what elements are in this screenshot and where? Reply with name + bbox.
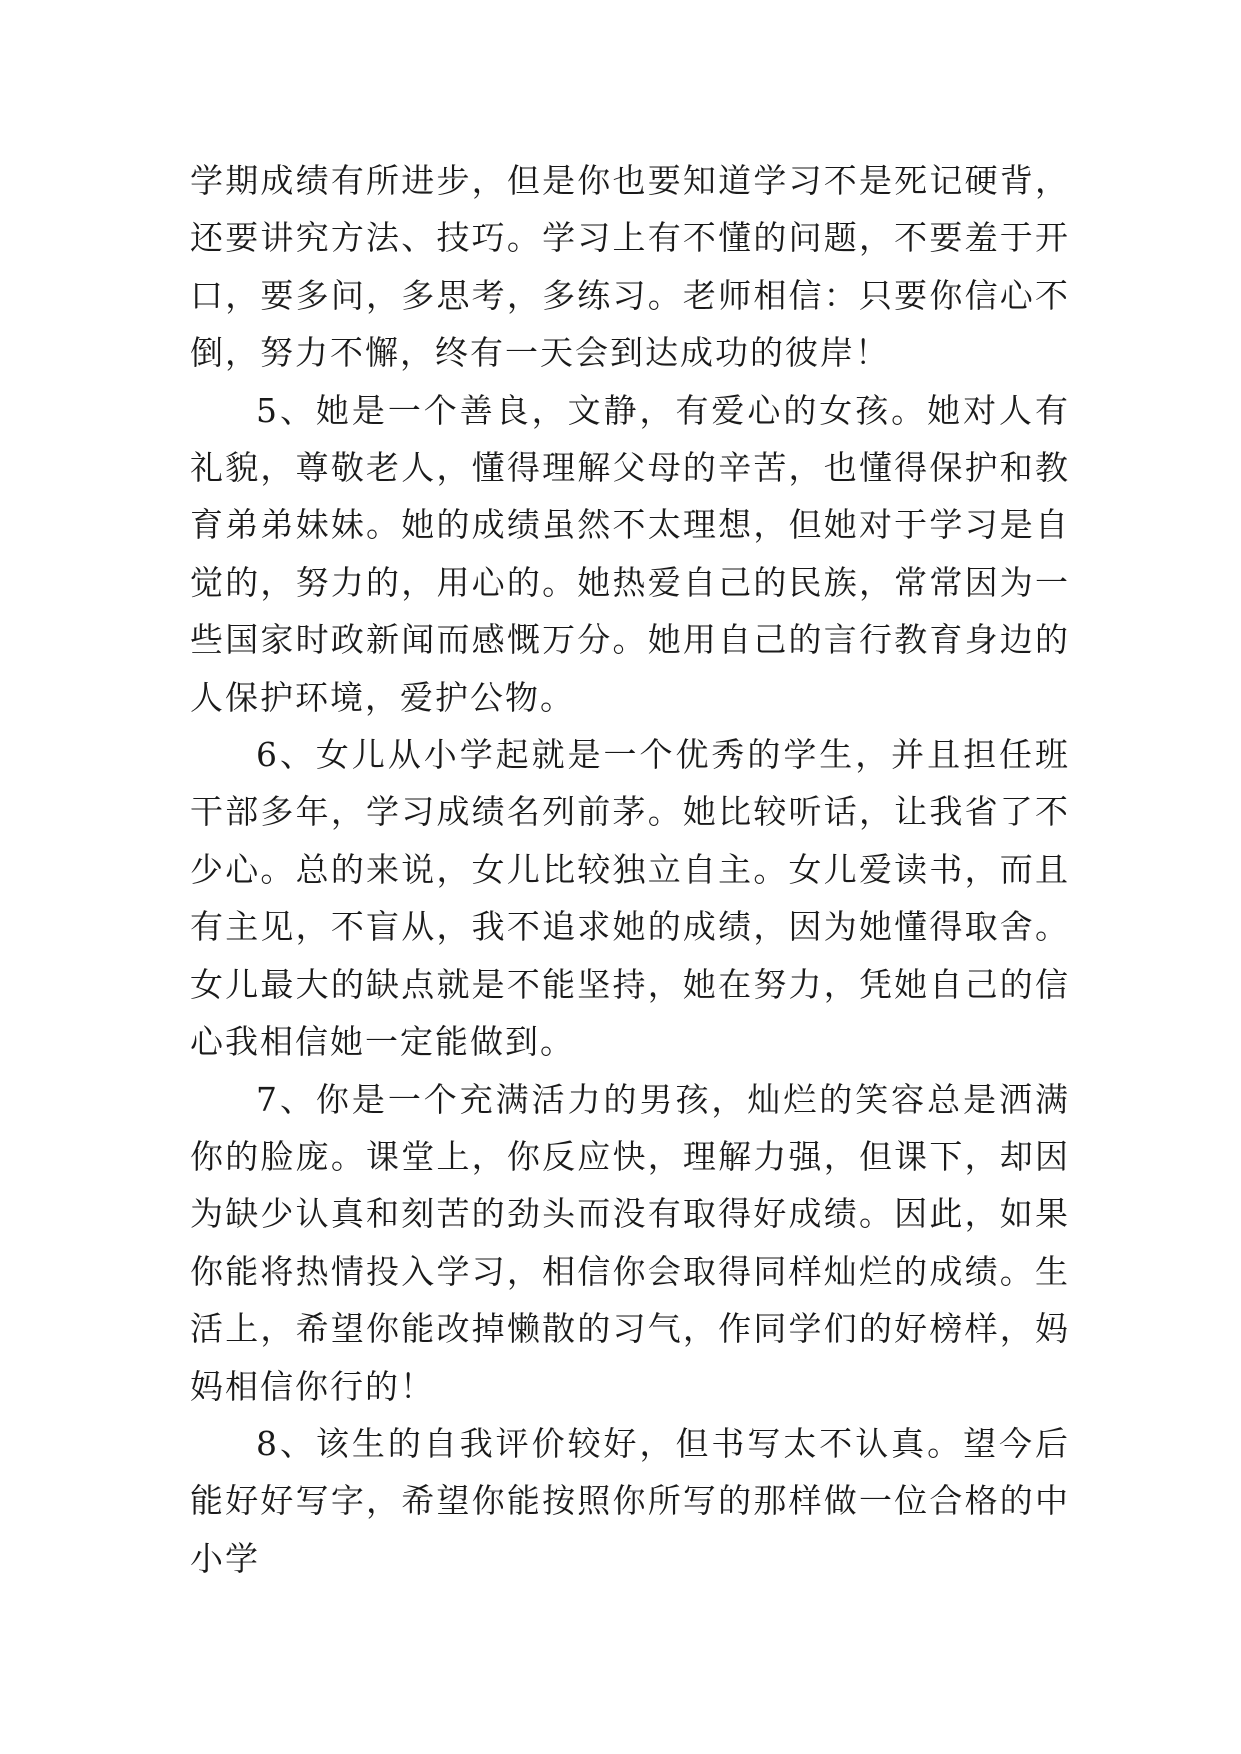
paragraph-continued: 学期成绩有所进步，但是你也要知道学习不是死记硬背，还要讲究方法、技巧。学习上有不懂的问题，不要羞于开口，要多问，多思考，多练习。老师相信：只要你信心不倒，努力不懈，终有一天会到达成功的彼岸！	[190, 161, 1070, 373]
body-text	[190, 152, 1070, 1587]
paragraph-item-5: 5、她是一个善良，文静，有爱心的女孩。她对人有礼貌，尊敬老人，懂得理解父母的辛苦，也懂得保护和教育弟弟妹妹。她的成绩虽然不太理想，但她对于学习是自觉的，努力的，用心的。她热爱自己的民族，常常因为一些国家时政新闻而感慨万分。她用自己的言行教育身边的人保护环境，爱护公物。	[190, 390, 1070, 717]
paragraph-item-8: 8、该生的自我评价较好，但书写太不认真。望今后能好好写字，希望你能按照你所写的那样做一位合格的中小学	[190, 1423, 1070, 1578]
paragraph-item-6: 6、女儿从小学起就是一个优秀的学生，并且担任班干部多年，学习成绩名列前茅。她比较听话，让我省了不少心。总的来说，女儿比较独立自主。女儿爱读书，而且有主见，不盲从，我不追求她的成绩，因为她懂得取舍。女儿最大的缺点就是不能坚持，她在努力，凭她自己的信心我相信她一定能做到。	[190, 735, 1070, 1062]
paragraph-item-7: 7、你是一个充满活力的男孩，灿烂的笑容总是洒满你的脸庞。课堂上，你反应快，理解力强，但课下，却因为缺少认真和刻苦的劲头而没有取得好成绩。因此，如果你能将热情投入学习，相信你会取得同样灿烂的成绩。生活上，希望你能改掉懒散的习气，作同学们的好榜样，妈妈相信你行的！	[190, 1079, 1070, 1406]
